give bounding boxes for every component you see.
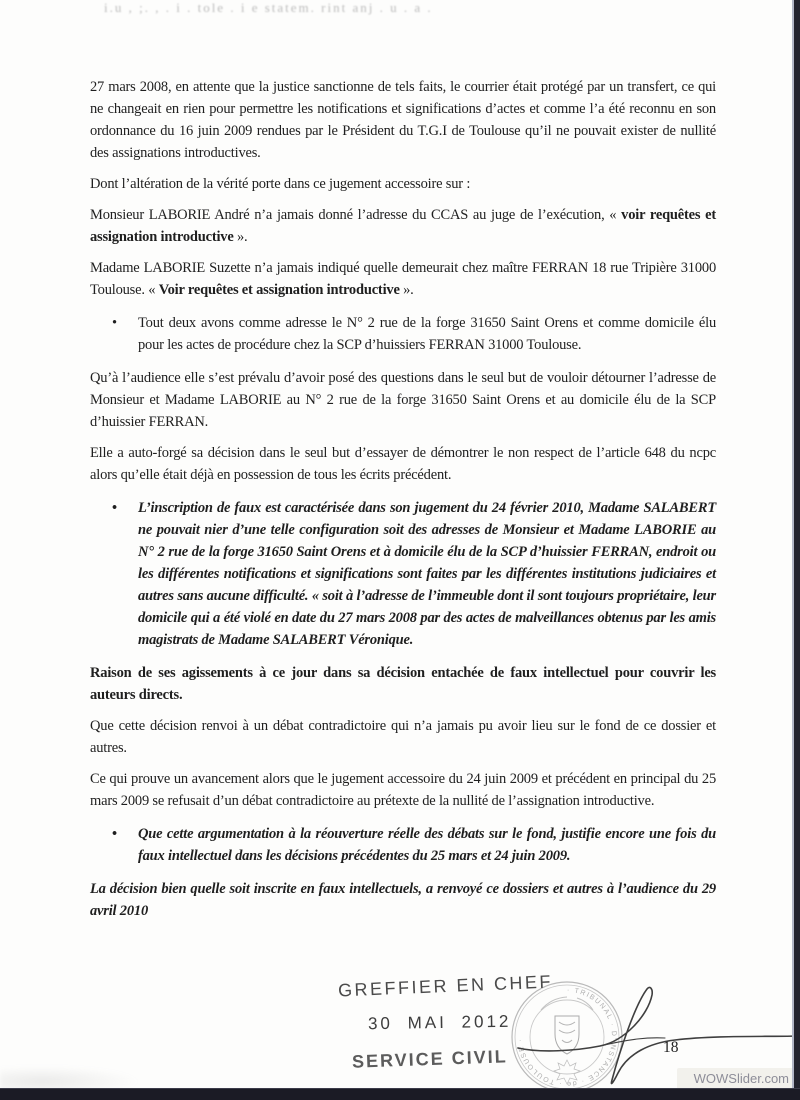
stamp-date: 30 MAI 2012 <box>367 1011 512 1034</box>
watermark-link[interactable]: WOWSlider.com <box>677 1068 792 1089</box>
text-segment: Tout deux avons comme adresse le N° 2 rue de la forge 31650 Saint Orens et comme domicile élu pour les actes de procédure chez la SCP d’huissiers FERRAN 31000 Toulouse. <box>138 315 716 353</box>
text-segment: Que cette décision renvoi à un débat contradictoire qui n’a jamais pu avoir lieu sur le fond de ce dossier et autres. <box>90 718 716 756</box>
text-segment: Que cette argumentation à la réouverture réelle des débats sur le fond, justifie encore une fois du faux intellectuel dans les décisions précédentes du 25 mars et 24 juin 2009. <box>138 826 716 864</box>
text-segment: L’inscription de faux est caractérisée dans son jugement du 24 février 2010, Madame SALABERT ne pouvait nier d’une telle configuration soit des adresses de Monsieur et Madame LABORIE au N° 2 rue de la forge 31650 Saint Orens et à domicile élu de la SCP d’huissier FERRAN, endroit ou les différentes notifications et significations sont faites par les différentes institutions judiciaires et autres sans aucune difficulté. « soit à l’adresse de l’immeuble dont il sont toujours propriétaire, leur domicile qui a été violé en date du 27 mars 2008 par des actes de malveillances obtenus par les amis magistrats de Madame SALABERT Véronique. <box>138 500 716 648</box>
text-segment: 27 mars 2008, en attente que la justice sanctionne de tels faits, le courrier était protégé par un transfert, ce qui ne changeait en rien pour permettre les notifications et significations d’actes et comme l’a été reconnu en son ordonnance du 16 juin 2009 rendues par le Président du T.G.I de Toulouse qu’il ne pouvait exister de nullité des assignations introductives. <box>90 79 716 161</box>
frame-bottom-border <box>0 1088 800 1100</box>
bullet-item <box>90 312 716 356</box>
paragraph <box>90 173 716 195</box>
paragraph <box>90 442 716 486</box>
text-segment: ». <box>233 229 248 245</box>
text-segment: Voir requêtes et assignation introductive <box>158 282 400 298</box>
page-number: 18 <box>663 1039 679 1056</box>
text-segment: ». <box>399 282 414 298</box>
text-segment: Madame LABORIE Suzette n’a jamais indiqué quelle demeurait chez maître FERRAN 18 rue Tripière 31000 Toulouse. « <box>90 260 716 298</box>
bullet-item <box>90 823 716 867</box>
text-segment: Dont l’altération de la vérité porte dans ce jugement accessoire sur : <box>90 176 471 192</box>
frame-right-border <box>792 0 800 1100</box>
paragraph <box>90 715 716 759</box>
paragraph <box>90 204 716 248</box>
text-segment: Ce qui prouve un avancement alors que le jugement accessoire du 24 juin 2009 et précédent en principal du 25 mars 2009 se refusait d’un débat contradictoire au prétexte de la nullité de l’assignation introductive. <box>90 771 716 809</box>
paragraph <box>90 878 716 922</box>
text-segment: Elle a auto-forgé sa décision dans le seul but d’essayer de démontrer le non respect de l’article 648 du ncpc alors qu’elle était déjà en possession de tous les écrits précédent. <box>90 445 716 483</box>
paragraph <box>90 662 716 706</box>
bullet-marker: • <box>112 826 117 842</box>
paragraph <box>90 367 716 433</box>
document-body <box>90 76 716 931</box>
bleed-through-text: i.u , ;. , . i . tole . i e statem. rint anj . u . a . <box>104 0 433 15</box>
paragraph <box>90 76 716 164</box>
bullet-marker: • <box>112 315 117 331</box>
text-segment: Qu’à l’audience elle s’est prévalu d’avoir posé des questions dans le seul but de vouloir détourner l’adresse de Monsieur et Madame LABORIE au N° 2 rue de la forge 31650 Saint Orens et au domicile élu de la SCP d’huissier FERRAN. <box>90 370 716 430</box>
text-segment: La décision bien quelle soit inscrite en faux intellectuels, a renvoyé ce dossiers et autres à l’audience du 29 avril 2010 <box>90 881 716 919</box>
text-segment: voir requêtes et assignation introductive <box>90 207 716 245</box>
stamp-service-civil: SERVICE CIVIL <box>351 1046 508 1072</box>
paragraph <box>90 768 716 812</box>
bullet-item <box>90 497 716 651</box>
bullet-marker: • <box>112 500 117 516</box>
paragraph <box>90 257 716 301</box>
text-segment: Raison de ses agissements à ce jour dans sa décision entachée de faux intellectuel pour couvrir les auteurs directs. <box>90 665 716 703</box>
stamp-greffier-en-chef: GREFFIER EN CHEF <box>337 971 554 1001</box>
seal-rim-text: · TRIBUNAL · D’INSTANCE · de · TOULOUSE · <box>516 986 618 1088</box>
text-segment: Monsieur LABORIE André n’a jamais donné l’adresse du CCAS au juge de l’exécution, « <box>90 207 622 223</box>
